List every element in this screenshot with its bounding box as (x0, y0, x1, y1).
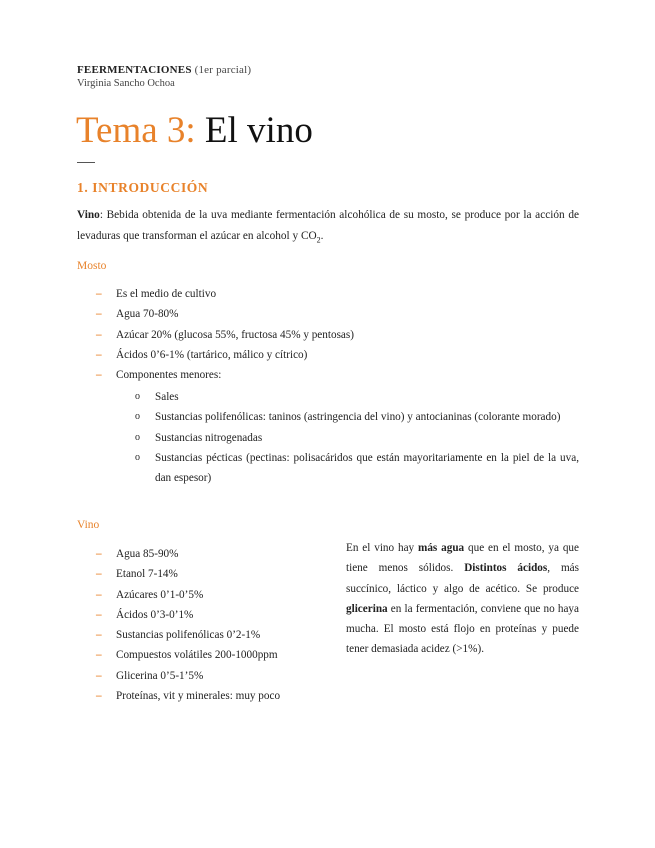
dash-bullet: – (96, 649, 102, 662)
list-item: – Agua 85-90% (96, 544, 326, 564)
emphasis: glicerina (346, 602, 388, 615)
course-name: FEERMENTACIONES (77, 64, 192, 76)
list-item: – Azúcar 20% (glucosa 55%, fructosa 45% y pentosas) (96, 325, 579, 345)
list-item: – Proteínas, vit y minerales: muy poco (96, 686, 326, 706)
list-item: – Compuestos volátiles 200-1000ppm (96, 645, 326, 665)
title-divider (77, 162, 95, 163)
dash-bullet: – (96, 690, 102, 703)
subheading-vino: Vino (77, 519, 100, 531)
dash-bullet: – (96, 328, 102, 341)
circle-bullet: o (135, 431, 140, 443)
list-item: – Componentes menores: (96, 365, 579, 385)
list-item: – Ácidos 0’6-1% (tartárico, málico y cítrico) (96, 345, 579, 365)
emphasis: más agua (418, 542, 465, 554)
dash-bullet: – (96, 629, 102, 642)
circle-bullet: o (135, 411, 140, 423)
vino-note-paragraph: En el vino hay más agua que en el mosto, ya que tiene menos sólidos. Distintos ácidos, más succínico, láctico y algo de acético. Se produce glicerina en la fermentación, conviene que no haya mucha. El mosto está flojo en proteínas y puede tener demasiada acidez (>1%). (346, 542, 579, 656)
list-item: – Agua 70-80% (96, 304, 579, 324)
intro-paragraph (77, 205, 579, 250)
vino-list (96, 544, 326, 706)
list-item: – Azúcares 0’1-0’5% (96, 585, 326, 605)
author-name: Virginia Sancho Ochoa (77, 78, 175, 89)
circle-bullet: o (135, 451, 140, 463)
course-note: (1er parcial) (194, 64, 252, 76)
list-item: o Sustancias pécticas (pectinas: polisacáridos que están mayoritariamente en la piel de la uva, dan espesor) (135, 448, 579, 489)
emphasis: Distintos ácidos (464, 562, 548, 575)
intro-subscript: 2 (316, 235, 321, 245)
title-rest: El vino (204, 110, 313, 151)
list-item: – Es el medio de cultivo (96, 284, 579, 304)
dash-bullet: – (96, 608, 102, 621)
page-title (76, 108, 313, 154)
minor-components-list (135, 387, 579, 488)
dash-bullet: – (96, 568, 102, 581)
dash-bullet: – (96, 669, 102, 682)
course-header (77, 64, 251, 76)
dash-bullet: – (96, 348, 102, 361)
list-item: o Sustancias polifenólicas: taninos (astringencia del vino) y antocianinas (colorante morado) (135, 407, 579, 427)
intro-end: . (320, 230, 324, 242)
list-item: o Sustancias nitrogenadas (135, 428, 579, 448)
list-item: – Sustancias polifenólicas 0’2-1% (96, 625, 326, 645)
circle-bullet: o (135, 391, 140, 402)
mosto-list (96, 284, 579, 385)
section-heading-introduccion: 1. INTRODUCCIÓN (77, 180, 209, 195)
dash-bullet: – (96, 548, 102, 560)
subheading-mosto: Mosto (77, 260, 107, 272)
intro-definition: : Bebida obtenida de la uva mediante fermentación alcohólica de su mosto, se produce por la acción de levaduras que transforman el azúcar en alcohol y CO (77, 209, 579, 242)
list-item: – Glicerina 0’5-1’5% (96, 666, 326, 686)
intro-term: Vino (77, 209, 100, 221)
list-item: – Ácidos 0’3-0’1% (96, 605, 326, 625)
dash-bullet: – (96, 588, 102, 601)
dash-bullet: – (96, 308, 102, 321)
dash-bullet: – (96, 369, 102, 382)
list-item: o Sales (135, 387, 579, 407)
title-accent: Tema 3: (76, 110, 196, 151)
list-item: – Etanol 7-14% (96, 564, 326, 584)
dash-bullet: – (96, 288, 102, 300)
